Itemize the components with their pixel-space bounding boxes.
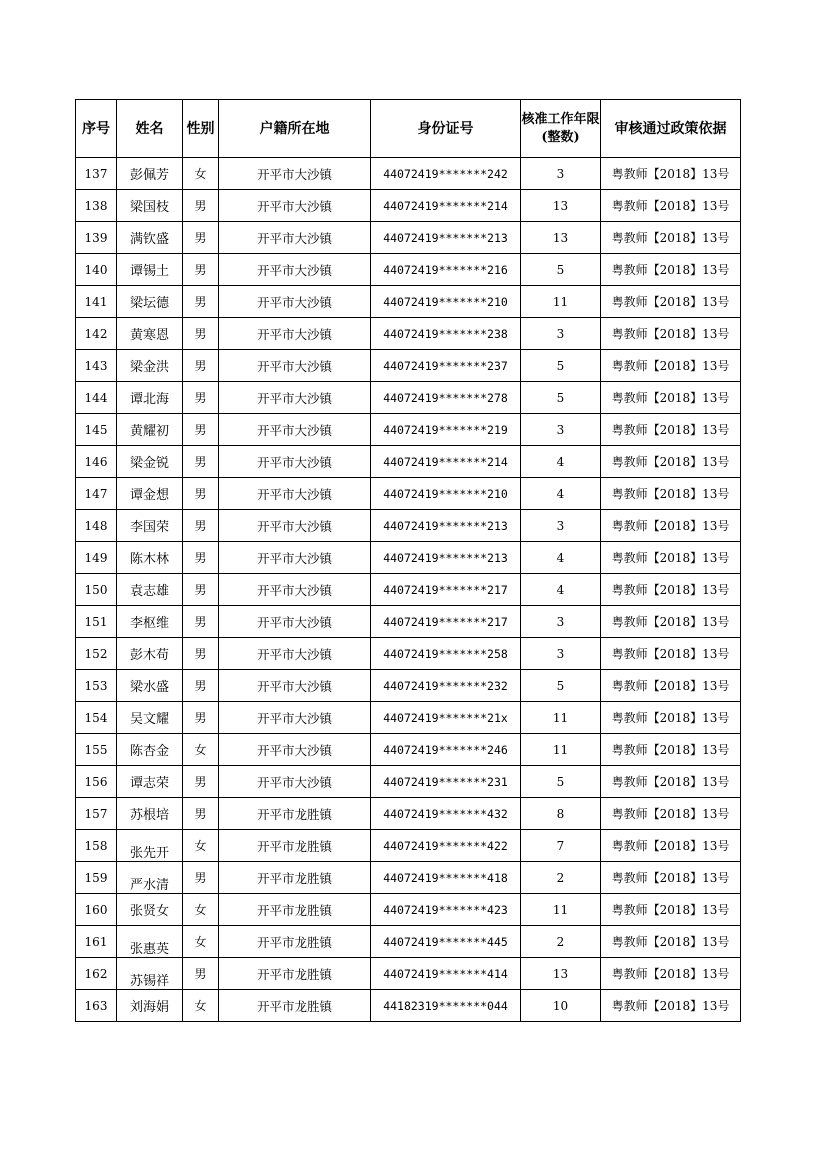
cell-basis: 粤教师【2018】13号 <box>601 414 741 446</box>
cell-gender: 男 <box>183 414 219 446</box>
cell-residence: 开平市大沙镇 <box>219 478 371 510</box>
cell-years: 13 <box>521 190 601 222</box>
table-row <box>76 542 741 574</box>
header-gender: 性别 <box>183 100 219 158</box>
cell-id-number: 44072419*******414 <box>371 958 521 990</box>
cell-years: 3 <box>521 510 601 542</box>
cell-seq: 163 <box>76 990 117 1022</box>
cell-years: 3 <box>521 158 601 190</box>
cell-residence: 开平市龙胜镇 <box>219 830 371 862</box>
cell-id-number: 44072419*******237 <box>371 350 521 382</box>
cell-gender: 男 <box>183 798 219 830</box>
table-row <box>76 830 741 862</box>
cell-seq: 159 <box>76 862 117 894</box>
cell-residence: 开平市大沙镇 <box>219 222 371 254</box>
cell-residence: 开平市大沙镇 <box>219 382 371 414</box>
header-name: 姓名 <box>117 100 183 158</box>
cell-residence: 开平市大沙镇 <box>219 286 371 318</box>
table-row <box>76 958 741 990</box>
cell-id-number: 44072419*******213 <box>371 542 521 574</box>
cell-seq: 158 <box>76 830 117 862</box>
cell-gender: 男 <box>183 222 219 254</box>
cell-basis: 粤教师【2018】13号 <box>601 510 741 542</box>
cell-years: 11 <box>521 702 601 734</box>
cell-gender: 男 <box>183 958 219 990</box>
cell-years: 13 <box>521 222 601 254</box>
header-residence: 户籍所在地 <box>219 100 371 158</box>
cell-gender: 男 <box>183 606 219 638</box>
cell-residence: 开平市大沙镇 <box>219 414 371 446</box>
cell-name: 彭木苟 <box>117 638 183 670</box>
header-seq: 序号 <box>76 100 117 158</box>
cell-basis: 粤教师【2018】13号 <box>601 862 741 894</box>
cell-name: 梁国枝 <box>117 190 183 222</box>
cell-years: 2 <box>521 862 601 894</box>
cell-name: 彭佩芳 <box>117 158 183 190</box>
cell-name: 黄寒恩 <box>117 318 183 350</box>
cell-id-number: 44072419*******258 <box>371 638 521 670</box>
table-row <box>76 222 741 254</box>
cell-seq: 151 <box>76 606 117 638</box>
cell-residence: 开平市大沙镇 <box>219 606 371 638</box>
table-body <box>76 158 741 1022</box>
table-row <box>76 670 741 702</box>
cell-id-number: 44072419*******213 <box>371 510 521 542</box>
cell-id-number: 44072419*******278 <box>371 382 521 414</box>
table-row <box>76 606 741 638</box>
cell-id-number: 44072419*******219 <box>371 414 521 446</box>
cell-basis: 粤教师【2018】13号 <box>601 254 741 286</box>
cell-id-number: 44072419*******445 <box>371 926 521 958</box>
cell-name: 陈杏金 <box>117 734 183 766</box>
cell-seq: 138 <box>76 190 117 222</box>
cell-basis: 粤教师【2018】13号 <box>601 638 741 670</box>
cell-residence: 开平市龙胜镇 <box>219 990 371 1022</box>
cell-gender: 男 <box>183 862 219 894</box>
cell-basis: 粤教师【2018】13号 <box>601 734 741 766</box>
cell-name: 梁金洪 <box>117 350 183 382</box>
cell-seq: 144 <box>76 382 117 414</box>
table-row <box>76 254 741 286</box>
cell-residence: 开平市大沙镇 <box>219 574 371 606</box>
cell-seq: 150 <box>76 574 117 606</box>
cell-seq: 137 <box>76 158 117 190</box>
table-row <box>76 990 741 1022</box>
cell-name: 张惠英 <box>117 926 183 958</box>
cell-basis: 粤教师【2018】13号 <box>601 958 741 990</box>
cell-years: 2 <box>521 926 601 958</box>
cell-basis: 粤教师【2018】13号 <box>601 606 741 638</box>
cell-seq: 148 <box>76 510 117 542</box>
cell-seq: 162 <box>76 958 117 990</box>
table-row <box>76 926 741 958</box>
cell-years: 3 <box>521 606 601 638</box>
cell-id-number: 44072419*******210 <box>371 286 521 318</box>
cell-basis: 粤教师【2018】13号 <box>601 446 741 478</box>
cell-id-number: 44072419*******232 <box>371 670 521 702</box>
cell-name: 谭锡土 <box>117 254 183 286</box>
cell-years: 5 <box>521 670 601 702</box>
teacher-table <box>75 99 741 1022</box>
header-row <box>76 100 741 158</box>
cell-residence: 开平市大沙镇 <box>219 318 371 350</box>
cell-id-number: 44072419*******422 <box>371 830 521 862</box>
cell-gender: 男 <box>183 574 219 606</box>
cell-basis: 粤教师【2018】13号 <box>601 350 741 382</box>
cell-residence: 开平市大沙镇 <box>219 766 371 798</box>
cell-id-number: 44072419*******242 <box>371 158 521 190</box>
cell-years: 3 <box>521 318 601 350</box>
table-row <box>76 446 741 478</box>
cell-id-number: 44072419*******238 <box>371 318 521 350</box>
cell-seq: 153 <box>76 670 117 702</box>
cell-residence: 开平市大沙镇 <box>219 190 371 222</box>
cell-residence: 开平市龙胜镇 <box>219 894 371 926</box>
cell-basis: 粤教师【2018】13号 <box>601 894 741 926</box>
cell-seq: 155 <box>76 734 117 766</box>
cell-seq: 160 <box>76 894 117 926</box>
cell-name: 黄耀初 <box>117 414 183 446</box>
cell-id-number: 44072419*******217 <box>371 606 521 638</box>
cell-basis: 粤教师【2018】13号 <box>601 286 741 318</box>
cell-seq: 141 <box>76 286 117 318</box>
cell-years: 5 <box>521 254 601 286</box>
cell-basis: 粤教师【2018】13号 <box>601 542 741 574</box>
cell-gender: 男 <box>183 542 219 574</box>
cell-gender: 男 <box>183 766 219 798</box>
cell-gender: 男 <box>183 638 219 670</box>
table-row <box>76 414 741 446</box>
cell-years: 8 <box>521 798 601 830</box>
cell-gender: 男 <box>183 254 219 286</box>
cell-id-number: 44072419*******214 <box>371 446 521 478</box>
table-row <box>76 766 741 798</box>
table-row <box>76 350 741 382</box>
cell-basis: 粤教师【2018】13号 <box>601 670 741 702</box>
cell-id-number: 44072419*******216 <box>371 254 521 286</box>
cell-basis: 粤教师【2018】13号 <box>601 830 741 862</box>
cell-gender: 男 <box>183 190 219 222</box>
table-row <box>76 318 741 350</box>
cell-id-number: 44072419*******231 <box>371 766 521 798</box>
cell-years: 4 <box>521 446 601 478</box>
cell-gender: 女 <box>183 830 219 862</box>
cell-name: 谭金想 <box>117 478 183 510</box>
cell-residence: 开平市大沙镇 <box>219 542 371 574</box>
cell-residence: 开平市大沙镇 <box>219 158 371 190</box>
cell-residence: 开平市龙胜镇 <box>219 958 371 990</box>
cell-seq: 152 <box>76 638 117 670</box>
cell-seq: 154 <box>76 702 117 734</box>
cell-residence: 开平市龙胜镇 <box>219 862 371 894</box>
cell-residence: 开平市大沙镇 <box>219 734 371 766</box>
cell-seq: 161 <box>76 926 117 958</box>
cell-name: 谭志荣 <box>117 766 183 798</box>
table-row <box>76 894 741 926</box>
cell-gender: 男 <box>183 446 219 478</box>
cell-years: 10 <box>521 990 601 1022</box>
cell-basis: 粤教师【2018】13号 <box>601 574 741 606</box>
cell-gender: 男 <box>183 702 219 734</box>
table-row <box>76 478 741 510</box>
cell-gender: 女 <box>183 734 219 766</box>
cell-years: 7 <box>521 830 601 862</box>
cell-gender: 女 <box>183 894 219 926</box>
cell-seq: 140 <box>76 254 117 286</box>
header-years: 核准工作年限(整数) <box>521 100 601 158</box>
header-basis: 审核通过政策依据 <box>601 100 741 158</box>
cell-seq: 139 <box>76 222 117 254</box>
cell-name: 苏锡祥 <box>117 958 183 990</box>
cell-seq: 145 <box>76 414 117 446</box>
cell-name: 苏根培 <box>117 798 183 830</box>
cell-years: 3 <box>521 414 601 446</box>
table-row <box>76 862 741 894</box>
cell-basis: 粤教师【2018】13号 <box>601 926 741 958</box>
cell-gender: 男 <box>183 350 219 382</box>
cell-basis: 粤教师【2018】13号 <box>601 990 741 1022</box>
cell-seq: 147 <box>76 478 117 510</box>
cell-years: 11 <box>521 734 601 766</box>
cell-basis: 粤教师【2018】13号 <box>601 158 741 190</box>
cell-name: 谭北海 <box>117 382 183 414</box>
cell-name: 梁水盛 <box>117 670 183 702</box>
table-row <box>76 382 741 414</box>
table-row <box>76 734 741 766</box>
cell-gender: 男 <box>183 318 219 350</box>
cell-years: 5 <box>521 766 601 798</box>
cell-id-number: 44072419*******246 <box>371 734 521 766</box>
cell-name: 李国荣 <box>117 510 183 542</box>
cell-id-number: 44182319*******044 <box>371 990 521 1022</box>
cell-years: 4 <box>521 542 601 574</box>
cell-seq: 142 <box>76 318 117 350</box>
cell-gender: 女 <box>183 926 219 958</box>
cell-residence: 开平市大沙镇 <box>219 350 371 382</box>
cell-name: 满钦盛 <box>117 222 183 254</box>
cell-id-number: 44072419*******213 <box>371 222 521 254</box>
table-row <box>76 190 741 222</box>
table-row <box>76 286 741 318</box>
cell-seq: 157 <box>76 798 117 830</box>
cell-seq: 156 <box>76 766 117 798</box>
cell-basis: 粤教师【2018】13号 <box>601 190 741 222</box>
cell-seq: 149 <box>76 542 117 574</box>
cell-name: 严水清 <box>117 862 183 894</box>
table-row <box>76 574 741 606</box>
cell-years: 4 <box>521 478 601 510</box>
table-row <box>76 638 741 670</box>
cell-residence: 开平市大沙镇 <box>219 446 371 478</box>
cell-id-number: 44072419*******214 <box>371 190 521 222</box>
table-row <box>76 702 741 734</box>
table-row <box>76 158 741 190</box>
table-row <box>76 798 741 830</box>
cell-name: 梁金锐 <box>117 446 183 478</box>
cell-name: 袁志雄 <box>117 574 183 606</box>
cell-years: 4 <box>521 574 601 606</box>
cell-gender: 女 <box>183 158 219 190</box>
header-id-number: 身份证号 <box>371 100 521 158</box>
cell-seq: 143 <box>76 350 117 382</box>
cell-basis: 粤教师【2018】13号 <box>601 766 741 798</box>
cell-years: 3 <box>521 638 601 670</box>
cell-basis: 粤教师【2018】13号 <box>601 382 741 414</box>
cell-id-number: 44072419*******21x <box>371 702 521 734</box>
cell-basis: 粤教师【2018】13号 <box>601 478 741 510</box>
data-sheet <box>75 99 741 1022</box>
cell-residence: 开平市大沙镇 <box>219 254 371 286</box>
cell-id-number: 44072419*******423 <box>371 894 521 926</box>
cell-basis: 粤教师【2018】13号 <box>601 798 741 830</box>
cell-years: 11 <box>521 894 601 926</box>
cell-years: 11 <box>521 286 601 318</box>
cell-seq: 146 <box>76 446 117 478</box>
cell-residence: 开平市大沙镇 <box>219 510 371 542</box>
cell-basis: 粤教师【2018】13号 <box>601 222 741 254</box>
cell-basis: 粤教师【2018】13号 <box>601 318 741 350</box>
cell-id-number: 44072419*******217 <box>371 574 521 606</box>
cell-name: 梁坛德 <box>117 286 183 318</box>
cell-gender: 男 <box>183 670 219 702</box>
table-row <box>76 510 741 542</box>
cell-residence: 开平市龙胜镇 <box>219 926 371 958</box>
cell-name: 李枢维 <box>117 606 183 638</box>
cell-name: 张先开 <box>117 830 183 862</box>
cell-gender: 女 <box>183 990 219 1022</box>
cell-years: 5 <box>521 382 601 414</box>
cell-residence: 开平市大沙镇 <box>219 670 371 702</box>
cell-id-number: 44072419*******418 <box>371 862 521 894</box>
cell-name: 刘海娟 <box>117 990 183 1022</box>
cell-years: 5 <box>521 350 601 382</box>
cell-name: 陈木林 <box>117 542 183 574</box>
cell-years: 13 <box>521 958 601 990</box>
cell-residence: 开平市大沙镇 <box>219 702 371 734</box>
cell-gender: 男 <box>183 286 219 318</box>
cell-residence: 开平市龙胜镇 <box>219 798 371 830</box>
cell-name: 张贤女 <box>117 894 183 926</box>
cell-gender: 男 <box>183 510 219 542</box>
cell-id-number: 44072419*******210 <box>371 478 521 510</box>
cell-gender: 男 <box>183 382 219 414</box>
cell-id-number: 44072419*******432 <box>371 798 521 830</box>
cell-gender: 男 <box>183 478 219 510</box>
cell-residence: 开平市大沙镇 <box>219 638 371 670</box>
cell-name: 吴文耀 <box>117 702 183 734</box>
cell-basis: 粤教师【2018】13号 <box>601 702 741 734</box>
